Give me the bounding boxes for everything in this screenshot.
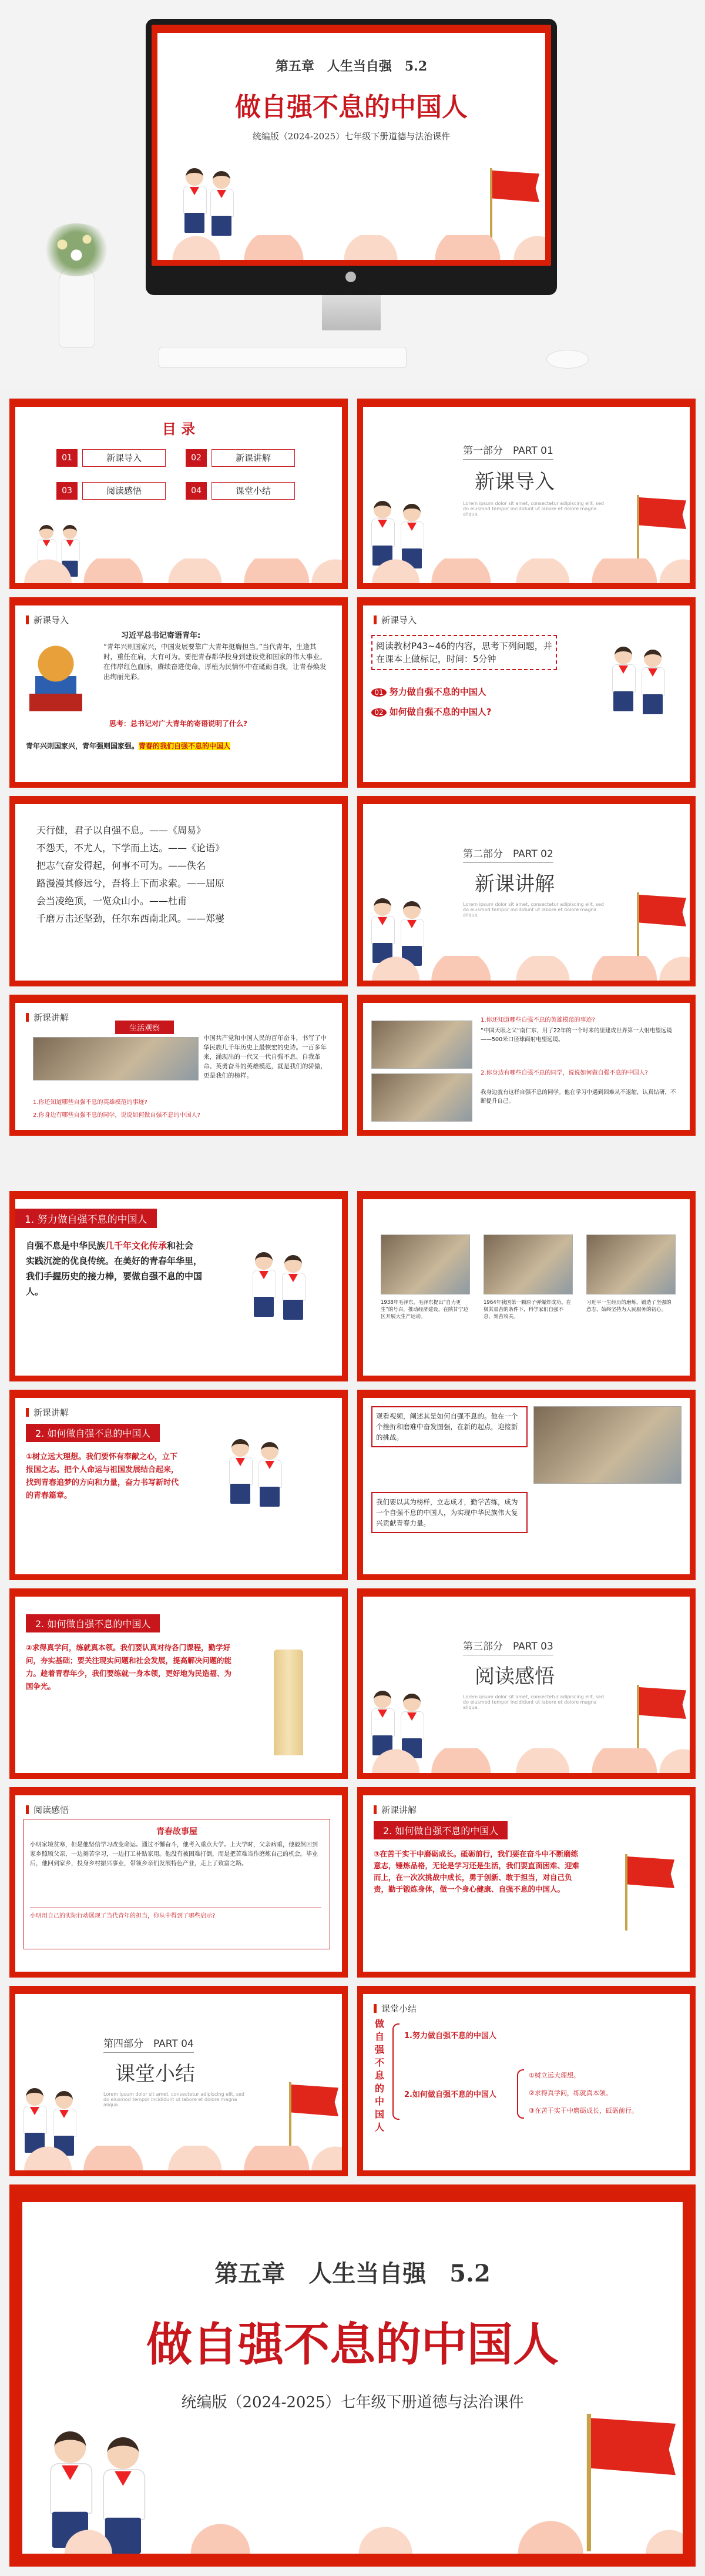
part-title: 新课讲解 — [475, 872, 555, 896]
question-2: 2.你身边有哪些自强不息的同学，说说如何做自强不息的中国人? — [481, 1070, 648, 1076]
video-still — [533, 1406, 682, 1484]
photo-caption: 习近平一生经历的磨炼，锻造了坚强的意志，始终坚持为人民服务的初心。 — [586, 1300, 672, 1313]
photo — [586, 1235, 676, 1294]
toc-title: 目 录 — [162, 421, 196, 437]
video-text-box: 观看视频，阐述其是如何自强不息的。他在一个个挫折和磨难中奋发图强，在新的起点，迎接新的挑战。 — [371, 1406, 528, 1447]
photo-caption: 1938年毛泽东，毛泽东提出“自力更生”的号召，推动经济建设，在陕甘宁边区开展大生产运动。 — [381, 1300, 468, 1320]
lecture-slide-1 — [9, 995, 348, 1136]
toc-item-num: 03 — [56, 482, 78, 500]
answer-a: 青年兴则国家兴，青年强则国家强。 — [26, 742, 139, 750]
hero-scene — [0, 0, 705, 388]
student-illustration — [181, 168, 208, 233]
toc-item-label: 新课讲解 — [212, 449, 295, 467]
summary-branch-2: 2.如何做自强不息的中国人 — [404, 2090, 496, 2099]
summary-sub-3: ③在苦干实干中磨砺成长，砥砺前行。 — [529, 2107, 638, 2115]
section-heading: 2. 如何做自强不息的中国人 — [26, 1424, 160, 1442]
lecture-text: ①树立远大理想。我们要怀有奉献之心，立下报国之志。把个人命运与祖国发展结合起来，找到青春追梦的方向和力量，奋力书写新时代的青春篇章。 — [26, 1453, 179, 1500]
answer-b: 青春的我们自强不息的中国人 — [139, 742, 231, 750]
cover-slide-preview — [152, 25, 551, 266]
student-illustration — [610, 647, 637, 711]
column-illustration — [274, 1650, 303, 1755]
toc-item-num: 04 — [186, 482, 207, 500]
task-box: 阅读教材P43~46的内容，思考下列问题，并在课本上做标记，时间：5分钟 — [371, 635, 557, 670]
keyboard — [159, 347, 407, 368]
part-label: 第二部分 PART 02 — [463, 845, 553, 863]
photo — [381, 1235, 470, 1294]
toc-slide — [9, 399, 348, 589]
section-heading: 1. 努力做自强不息的中国人 — [15, 1209, 157, 1228]
question-1: 01 努力做自强不息的中国人 — [371, 685, 486, 698]
section-heading: 2. 如何做自强不息的中国人 — [374, 1821, 508, 1839]
lecture-text: ②求得真学问，练就真本领。我们要认真对待各门课程，勤学好问，夯实基础；要关注现实问题和社会发展，提高解决问题的能力。趁着青春年少，我们要练就一身本领，更好地为民造福、为国争光。 — [26, 1643, 232, 1691]
part1-slide — [357, 399, 696, 589]
section-heading: 2. 如何做自强不息的中国人 — [26, 1614, 160, 1632]
part-label: 第四部分 PART 04 — [103, 2035, 194, 2053]
end-title: 做自强不息的中国人 — [146, 2318, 559, 2371]
lecture-slide-2 — [357, 995, 696, 1136]
part4-slide — [9, 1986, 348, 2176]
toc-item-label: 阅读感悟 — [82, 482, 166, 500]
poem-line: 会当凌绝顶，一览众山小。——杜甫 — [36, 895, 187, 906]
quote-text: “青年兴则国家兴，中国发展要靠广大青年挺膺担当。”当代青年，生逢其时，重任在肩，大有可为。要把青春都华投身到建设党和国家的伟大事业。在伟岸红色血脉，赓续奋进使命，厚植为民情怀中在砥砺自我，让青春焕发出绚丽光彩。 — [103, 643, 327, 681]
toc-item-label: 新课导入 — [82, 449, 166, 467]
lecture-text: 自强不息是中华民族几千年文化传承和社会实践沉淀的优良传统。在美好的青春年华里，我们手握历史的接力棒，要做自强不息的中国人。 — [26, 1240, 203, 1297]
monitor — [146, 19, 557, 295]
part-desc: Lorem ipsum dolor sit amet, consectetur adipiscing elit, sed do eiusmod tempor incididunt ut labore et dolore magna aliqua. — [103, 2092, 244, 2107]
lecture-slide-4 — [357, 1191, 696, 1381]
slide-tag: 新课导入 — [374, 614, 417, 626]
toc-item-num: 01 — [56, 449, 78, 467]
cover-title: 做自强不息的中国人 — [235, 92, 468, 122]
apple-logo-icon — [345, 272, 356, 282]
photo — [33, 1037, 199, 1080]
reflection-box: 我们要以其为榜样，立志成才，勤学苦练，成为一个自强不息的中国人，为实现中华民族伟大复兴贡献青春力量。 — [371, 1492, 528, 1533]
end-subtitle: 统编版（2024-2025）七年级下册道德与法治课件 — [181, 2394, 524, 2411]
quote-heading: 习近平总书记寄语青年: — [121, 631, 201, 640]
slide-tag: 新课讲解 — [26, 1406, 69, 1419]
part-desc: Lorem ipsum dolor sit amet, consectetur adipiscing elit, sed do eiusmod tempor incididunt ut labore et dolore magna aliqua. — [463, 1694, 604, 1710]
student-illustration — [369, 898, 396, 963]
lecture-slide-6 — [357, 1390, 696, 1580]
part-desc: Lorem ipsum dolor sit amet, consectetur adipiscing elit, sed do eiusmod tempor incididunt ut labore et dolore magna aliqua. — [463, 902, 604, 918]
student-illustration — [639, 650, 666, 714]
brace-line — [517, 2069, 524, 2119]
poem-line: 千磨万击还坚劲，任尔东西南北风。——郑燮 — [36, 913, 225, 924]
student-illustration — [208, 171, 235, 236]
flower-vase — [41, 223, 112, 347]
photo — [371, 1073, 472, 1122]
part-label: 第三部分 PART 03 — [463, 1638, 553, 1655]
box-title: 生活观察 — [115, 1021, 174, 1034]
lecture-slide-5 — [9, 1390, 348, 1580]
toc-item[interactable] — [186, 448, 303, 469]
temple-illustration — [24, 641, 88, 717]
poem-line: 不怨天，不尤人，下学而上达。——《论语》 — [36, 842, 225, 854]
poem-list — [36, 822, 330, 928]
poem-line: 天行健，君子以自强不息。——《周易》 — [36, 825, 206, 836]
student-illustration — [369, 501, 396, 566]
part-desc: Lorem ipsum dolor sit amet, consectetur adipiscing elit, sed do eiusmod tempor incididunt ut labore et dolore magna aliqua. — [463, 501, 604, 517]
mouse — [546, 350, 589, 369]
story-question: 小明用自己的实际行动展现了当代青年的担当，你从中得到了哪些启示? — [30, 1908, 321, 1921]
slide-tag: 新课导入 — [26, 614, 69, 626]
reading-slide — [9, 1787, 348, 1978]
summary-sub-1: ①树立远大理想。 — [529, 2072, 580, 2079]
part-label: 第一部分 PART 01 — [463, 442, 553, 460]
student-illustration — [369, 1691, 396, 1755]
question-2: 2.你身边有哪些自强不息的同学，说说如何做自强不息的中国人? — [33, 1112, 200, 1119]
summary-branch-1: 1.努力做自强不息的中国人 — [404, 2032, 496, 2040]
poems-slide — [9, 796, 348, 986]
toc-item[interactable] — [56, 481, 174, 502]
summary-slide — [357, 1986, 696, 2176]
part2-slide — [357, 796, 696, 986]
toc-item-label: 课堂小结 — [212, 482, 295, 500]
lecture-text: “中国天眼之父”南仁东，用了22年的一个时来的里建成世界第一大射电望远镜——500米口径球面射电望远镜。 — [481, 1028, 672, 1043]
intro-slide-1 — [9, 597, 348, 788]
cover-chapter: 第五章 人生当自强 5.2 — [275, 59, 428, 74]
summary-sub-2: ②求得真学问，练就真本领。 — [529, 2089, 612, 2097]
intro-question: 思考：总书记对广大青年的寄语说明了什么? — [109, 720, 247, 728]
student-illustration — [21, 2088, 48, 2153]
part3-slide — [357, 1588, 696, 1779]
photo — [371, 1021, 472, 1069]
question-2: 02 如何做自强不息的中国人? — [371, 705, 491, 718]
slide-tag: 阅读感悟 — [26, 1804, 69, 1816]
slide-tag: 新课讲解 — [374, 1804, 417, 1816]
student-illustration — [280, 1255, 307, 1320]
part-title: 课堂小结 — [115, 2062, 195, 2086]
lecture-slide-8 — [357, 1787, 696, 1978]
story-text: 小明家境贫寒，但是他坚信学习改变命运。通过不懈奋斗，他考入重点大学。上大学时，父亲病重，他毅然回到家乡照顾父亲，一边刻苦学习，一边打工补贴家用。他没有被困难打倒，而是把苦难当作磨炼自己的机会。毕业后，他回到家乡，投身乡村振兴事业，带领乡亲们发展特色产业，走上了致富之路。 — [30, 1842, 318, 1867]
poem-line: 把志气奋发得起，何事不可为。——佚名 — [36, 860, 206, 871]
part-title: 新课导入 — [475, 470, 555, 494]
toc-item[interactable] — [186, 481, 303, 502]
lecture-slide-7 — [9, 1588, 348, 1779]
cover-subtitle: 统编版（2024-2025）七年级下册道德与法治课件 — [252, 131, 451, 142]
story-title: 青春故事屋 — [156, 1827, 197, 1836]
summary-vertical-title: 做自强不息的中国人 — [375, 2018, 385, 2133]
student-illustration — [250, 1252, 277, 1317]
end-chapter: 第五章 人生当自强 5.2 — [214, 2260, 491, 2287]
lecture-text: 我身边就有这样自强不息的同学。他在学习中遇到困难从不退缩，认真钻研，不断提升自己。 — [481, 1089, 676, 1105]
photo-caption: 1964年我国第一颗原子弹爆炸成功。在极其艰苦的条件下，科学家们自强不息，刻苦攻关。 — [484, 1300, 572, 1320]
part-title: 阅读感悟 — [475, 1665, 555, 1688]
student-illustration — [227, 1439, 254, 1504]
photo — [484, 1235, 573, 1294]
end-slide — [9, 2184, 696, 2567]
question-1: 1.你还知道哪些自强不息的英雄模范的事迹? — [481, 1017, 595, 1023]
intro-answer — [26, 741, 331, 751]
poem-line: 路漫漫其修远兮，吾将上下而求索。——屈原 — [36, 878, 225, 889]
student-illustration — [256, 1442, 283, 1507]
story-box — [24, 1819, 330, 1949]
lecture-text: 中国共产党和中国人民的百年奋斗，书写了中华民族几千年历史上最恢宏的史诗。一百多年来，涌现出的一代又一代自强不息、自我革命、英勇奋斗的英雄模范，就是我们的骄傲，更是我们的榜样。 — [203, 1035, 327, 1079]
monitor-stand — [322, 295, 381, 330]
brace-line — [392, 2023, 400, 2120]
question-1: 1.你还知道哪些自强不息的英雄模范的事迹? — [33, 1099, 147, 1106]
slide-tag: 新课讲解 — [26, 1011, 69, 1023]
lecture-text: ③在苦干实干中磨砺成长。砥砺前行，我们要在奋斗中不断磨练意志，锤炼品格，无论是学习还是生活，我们要直面困难、迎难而上，在一次次挑战中成长，勇于创新、敢于担当，对自己负责，勤于锻炼身体，做一个身心健康、自强不息的中国人。 — [374, 1849, 580, 1893]
lecture-slide-3 — [9, 1191, 348, 1381]
red-flag-illustration — [486, 168, 539, 245]
red-flag-illustration — [622, 1854, 674, 1931]
toc-item-num: 02 — [186, 449, 207, 467]
slide-tag: 课堂小结 — [374, 2002, 417, 2015]
intro-slide-2 — [357, 597, 696, 788]
toc-item[interactable] — [56, 448, 174, 469]
